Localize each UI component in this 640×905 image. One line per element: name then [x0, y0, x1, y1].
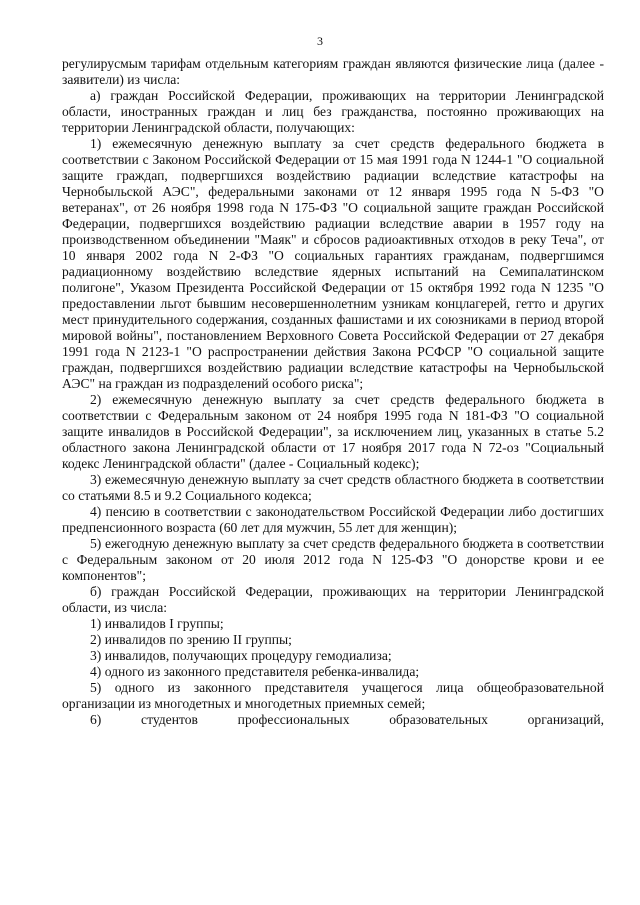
paragraph-item-a: а) граждан Российской Федерации, проживающих на территории Ленинградской области, иностранных граждан и лиц без гражданства, постоянно проживающих на территории Ленинградской области, получающих: — [62, 88, 604, 135]
document-body — [62, 56, 604, 728]
paragraph-item-a5: 5) ежегодную денежную выплату за счет средств федерального бюджета в соответствии с Федеральным законом от 20 июля 2012 года N 125-ФЗ "О донорстве крови и ее компонентов"; — [62, 536, 604, 583]
paragraph-item-a3: 3) ежемесячную денежную выплату за счет средств областного бюджета в соответствии со статьями 8.5 и 9.2 Социального кодекса; — [62, 472, 604, 503]
paragraph-item-a2: 2) ежемесячную денежную выплату за счет средств федерального бюджета в соответствии с Федеральным законом от 24 ноября 1995 года N 181-ФЗ "О социальной защите инвалидов в Российской Федерации", за исключением лиц, указанных в статье 5.2 областного закона Ленинградской области от 17 ноября 2017 года N 72-оз "Социальный кодекс Ленинградской области" (далее - Социальный кодекс); — [62, 392, 604, 471]
paragraph-item-a4: 4) пенсию в соответствии с законодательством Российской Федерации либо достигших предпенсионного возраста (60 лет для мужчин, 55 лет для женщин); — [62, 504, 604, 535]
paragraph-item-b2: 2) инвалидов по зрению II группы; — [90, 632, 292, 647]
paragraph-item-b3: 3) инвалидов, получающих процедуру гемодиализа; — [90, 648, 392, 663]
page-number: 3 — [317, 34, 323, 48]
paragraph-item-b1: 1) инвалидов I группы; — [90, 616, 224, 631]
paragraph-item-b5: 5) одного из законного представителя учащегося лица общеобразовательной организации из многодетных и многодетных приемных семей; — [62, 680, 604, 711]
paragraph-continuation: регулирусмым тарифам отдельным категориям граждан являются физические лица (далее - заявители) из числа: — [62, 56, 604, 87]
paragraph-item-b: б) граждан Российской Федерации, проживающих на территории Ленинградской области, из числа: — [62, 584, 604, 615]
paragraph-item-a1: 1) ежемесячную денежную выплату за счет средств федерального бюджета в соответствии с Законом Российской Федерации от 15 мая 1991 года N 1244-1 "О социальной защите граждап, подвергшихся воздействию радиации вследствие катастрофы на Чернобыльской АЭС", федеральными законами от 12 января 1995 года N 5-ФЗ "О ветеранах", от 26 ноября 1998 года N 175-ФЗ "О социальной защите граждан Российской Федерации, подвергшихся воздействию радиации вследствие аварии в 1957 году на производственном объединении "Маяк" и сбросов радиоактивных отходов в реку Теча", от 10 января 2002 года N 2-ФЗ "О социальных гарантиях гражданам, подвергшимся радиационному воздействию вследствие ядерных испытаний на Семипалатинском полигоне", Указом Президента Российской Федерации от 15 октября 1992 года N 1235 "О предоставлении льгот бывшим несовершеннолетним узникам концлагерей, гетто и других мест принудительного содержания, созданных фашистами и их союзниками в период второй мировой войны", постановлением Верховного Совета Российской Федерации от 27 декабря 1991 года N 2123-1 "О распространении действия Закона РСФСР "О социальной защите граждан, подвергшихся воздействию радиации вследствие катастрофы на Чернобыльской АЭС" на граждан из подразделений особого риска"; — [62, 136, 604, 391]
paragraph-item-b4: 4) одного из законного представителя ребенка-инвалида; — [90, 664, 420, 679]
paragraph-item-b6: 6) студентов профессиональных образовательных организаций, — [90, 712, 604, 727]
